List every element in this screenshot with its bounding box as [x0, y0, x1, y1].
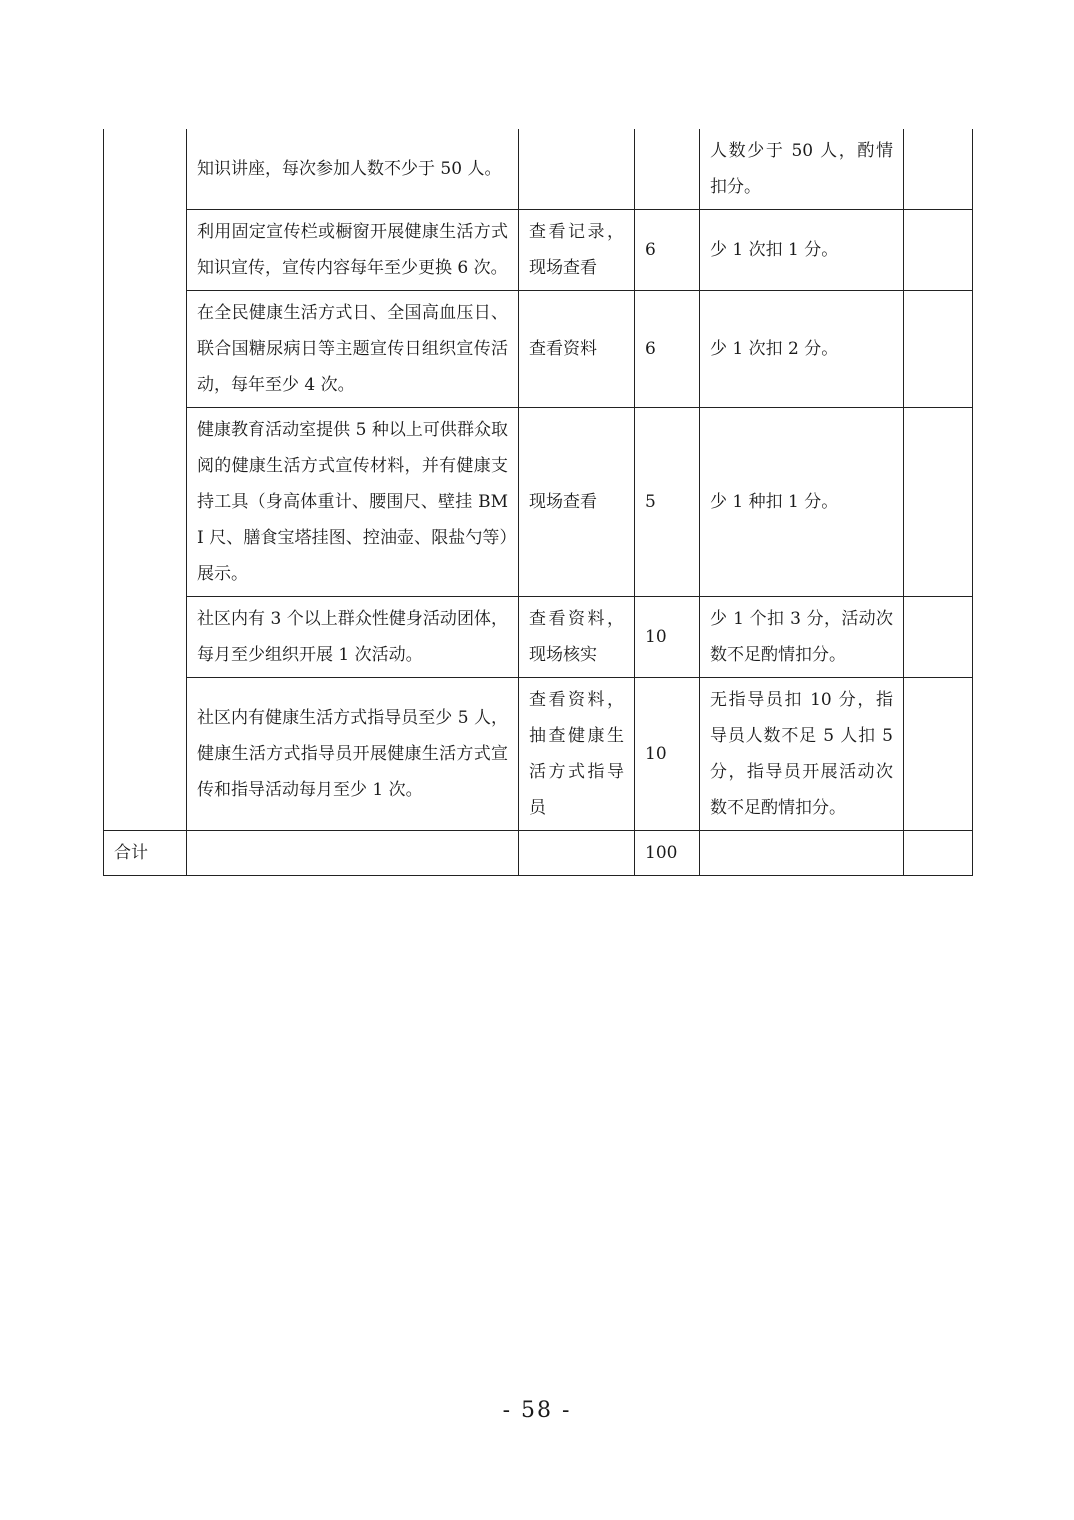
- category-cell: [104, 129, 187, 831]
- actual-score-cell: [904, 408, 973, 597]
- rule-cell: 无指导员扣 10 分，指导员人数不足 5 人扣 5 分，指导员开展活动次数不足酌情扣分。: [700, 678, 904, 831]
- page-number: - 58 -: [502, 1398, 572, 1423]
- content-cell: 利用固定宣传栏或橱窗开展健康生活方式知识宣传，宣传内容每年至少更换 6 次。: [187, 210, 519, 291]
- total-row: [104, 831, 973, 876]
- method-cell: 查看记录，现场查看: [519, 210, 635, 291]
- actual-score-cell: [904, 291, 973, 408]
- score-cell: [635, 129, 700, 210]
- table-row: [104, 291, 973, 408]
- rule-cell: 少 1 次扣 1 分。: [700, 210, 904, 291]
- total-method-cell: [519, 831, 635, 876]
- content-cell: 在全民健康生活方式日、全国高血压日、联合国糖尿病日等主题宣传日组织宣传活动，每年至少 4 次。: [187, 291, 519, 408]
- table-row: [104, 678, 973, 831]
- content-cell: 健康教育活动室提供 5 种以上可供群众取阅的健康生活方式宣传材料，并有健康支持工具（身高体重计、腰围尺、壁挂 BMI 尺、膳食宝塔挂图、控油壶、限盐勺等）展示。: [187, 408, 519, 597]
- method-cell: 查看资料，现场核实: [519, 597, 635, 678]
- score-cell: 5: [635, 408, 700, 597]
- rule-cell: 人数少于 50 人，酌情扣分。: [700, 129, 904, 210]
- actual-score-cell: [904, 129, 973, 210]
- table-row: [104, 129, 973, 210]
- score-table: [103, 129, 973, 876]
- score-cell: 10: [635, 678, 700, 831]
- rule-cell: 少 1 个扣 3 分，活动次数不足酌情扣分。: [700, 597, 904, 678]
- actual-score-cell: [904, 597, 973, 678]
- total-label: 合计: [104, 831, 187, 876]
- content-cell: 社区内有健康生活方式指导员至少 5 人，健康生活方式指导员开展健康生活方式宣传和指导活动每月至少 1 次。: [187, 678, 519, 831]
- total-rule-cell: [700, 831, 904, 876]
- score-cell: 6: [635, 210, 700, 291]
- table-row: [104, 408, 973, 597]
- rule-cell: 少 1 种扣 1 分。: [700, 408, 904, 597]
- content-cell: 知识讲座，每次参加人数不少于 50 人。: [187, 129, 519, 210]
- table-row: [104, 597, 973, 678]
- method-cell: 查看资料: [519, 291, 635, 408]
- total-actual-cell: [904, 831, 973, 876]
- total-score: 100: [635, 831, 700, 876]
- score-cell: 6: [635, 291, 700, 408]
- table-row: [104, 210, 973, 291]
- actual-score-cell: [904, 210, 973, 291]
- method-cell: [519, 129, 635, 210]
- method-cell: 现场查看: [519, 408, 635, 597]
- method-cell: 查看资料，抽查健康生活方式指导员: [519, 678, 635, 831]
- actual-score-cell: [904, 678, 973, 831]
- score-cell: 10: [635, 597, 700, 678]
- content-cell: 社区内有 3 个以上群众性健身活动团体，每月至少组织开展 1 次活动。: [187, 597, 519, 678]
- total-content-cell: [187, 831, 519, 876]
- rule-cell: 少 1 次扣 2 分。: [700, 291, 904, 408]
